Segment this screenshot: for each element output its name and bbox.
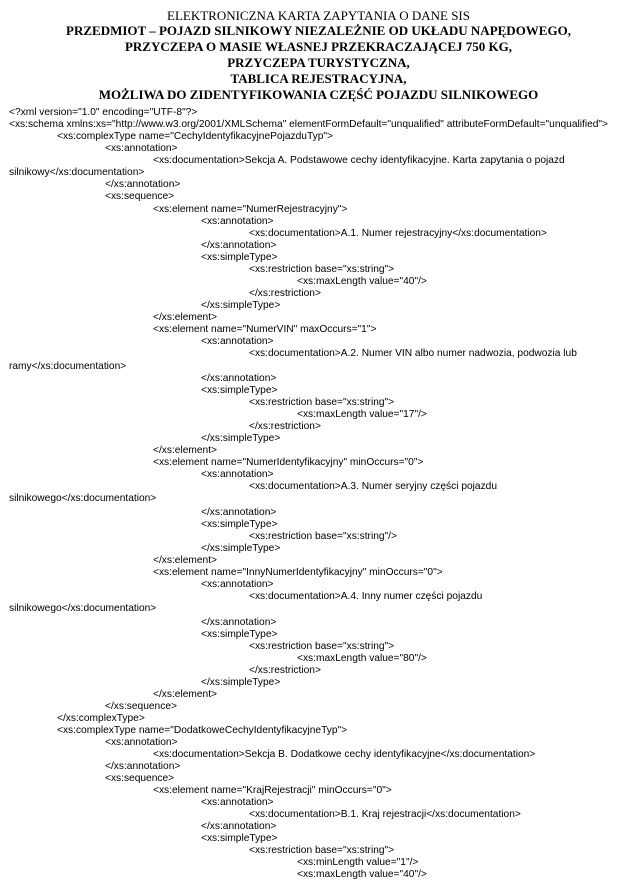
code-line: </xs:element> [153, 312, 217, 323]
document-header [0, 8, 637, 103]
header-line-2: PRZEDMIOT – POJAZD SILNIKOWY NIEZALEŻNIE OD UKŁADU NAPĘDOWEGO, [66, 23, 571, 38]
header-line-1: ELEKTRONICZNA KARTA ZAPYTANIA O DANE SIS [167, 8, 470, 23]
code-line: <xs:restriction base="xs:string"> [249, 641, 395, 652]
code-line: </xs:restriction> [249, 288, 321, 299]
code-line: <xs:maxLength value="80"/> [297, 653, 427, 664]
code-line: <xs:annotation> [105, 143, 178, 154]
code-line: <xs:documentation>A.2. Numer VIN albo numer nadwozia, podwozia lub [249, 348, 577, 359]
code-line: <xs:restriction base="xs:string"> [249, 845, 395, 856]
code-line: <xs:element name="NumerVIN" maxOccurs="1"> [153, 324, 377, 335]
code-line: <xs:schema xmlns:xs="http://www.w3.org/2001/XMLSchema" elementFormDefault="unqualified" attributeFormDefault="unqualified"> [9, 119, 608, 130]
code-line: </xs:simpleType> [201, 543, 281, 554]
code-line: <xs:maxLength value="17"/> [297, 409, 427, 420]
code-line: </xs:simpleType> [201, 677, 281, 688]
code-line: <xs:minLength value="1"/> [297, 857, 419, 868]
code-line: <xs:documentation>A.4. Inny numer części pojazdu [249, 591, 483, 602]
code-line: <xs:simpleType> [201, 519, 278, 530]
code-line: <xs:annotation> [201, 336, 274, 347]
code-line: <xs:simpleType> [201, 629, 278, 640]
code-line: <xs:annotation> [105, 737, 178, 748]
code-line: <xs:sequence> [105, 191, 175, 202]
code-line: <xs:simpleType> [201, 385, 278, 396]
code-line: </xs:element> [153, 555, 217, 566]
code-line: </xs:annotation> [201, 507, 277, 518]
code-line: <xs:sequence> [105, 773, 175, 784]
code-line: <xs:restriction base="xs:string"> [249, 264, 395, 275]
code-line: </xs:sequence> [105, 701, 177, 712]
code-line: </xs:annotation> [201, 617, 277, 628]
code-line: </xs:annotation> [201, 821, 277, 832]
code-line: </xs:annotation> [201, 240, 277, 251]
code-line: <xs:element name="KrajRejestracji" minOccurs="0"> [153, 785, 392, 796]
code-line: <xs:annotation> [201, 797, 274, 808]
code-line: <xs:restriction base="xs:string"> [249, 397, 395, 408]
header-line-4: PRZYCZEPA TURYSTYCZNA, [227, 55, 410, 70]
code-line: silnikowy</xs:documentation> [9, 167, 145, 178]
code-line: <xs:documentation>B.1. Kraj rejestracji</xs:documentation> [249, 809, 521, 820]
code-line: </xs:element> [153, 689, 217, 700]
code-line: <xs:element name="InnyNumerIdentyfikacyjny" minOccurs="0"> [153, 567, 443, 578]
code-line: <xs:restriction base="xs:string"/> [249, 531, 397, 542]
code-line: <xs:documentation>Sekcja B. Dodatkowe cechy identyfikacyjne</xs:documentation> [153, 749, 536, 760]
code-line: silnikowego</xs:documentation> [9, 603, 157, 614]
code-line: </xs:simpleType> [201, 300, 281, 311]
code-line: <xs:complexType name="DodatkoweCechyIdentyfikacyjneTyp"> [57, 725, 348, 736]
code-line: </xs:annotation> [201, 373, 277, 384]
code-line: <?xml version="1.0" encoding="UTF-8"?> [9, 107, 198, 118]
code-line: </xs:annotation> [105, 179, 181, 190]
code-line: </xs:simpleType> [201, 433, 281, 444]
code-line: <xs:element name="NumerRejestracyjny"> [153, 204, 348, 215]
code-line: <xs:complexType name="CechyIdentyfikacyjnePojazduTyp"> [57, 131, 333, 142]
code-line: <xs:maxLength value="40"/> [297, 276, 427, 287]
header-line-3: PRZYCZEPA O MASIE WŁASNEJ PRZEKRACZAJĄCEJ 750 KG, [124, 39, 513, 54]
code-line: <xs:annotation> [201, 216, 274, 227]
code-line: <xs:simpleType> [201, 252, 278, 263]
code-line: <xs:element name="NumerIdentyfikacyjny" minOccurs="0"> [153, 457, 424, 468]
code-line: <xs:annotation> [201, 469, 274, 480]
code-line: silnikowego</xs:documentation> [9, 493, 157, 504]
code-line: </xs:restriction> [249, 421, 321, 432]
header-line-5: TABLICA REJESTRACYJNA, [230, 71, 407, 86]
code-line: </xs:annotation> [105, 761, 181, 772]
code-line: ramy</xs:documentation> [9, 361, 127, 372]
header-line-6: MOŻLIWA DO ZIDENTYFIKOWANIA CZĘŚĆ POJAZDU SILNIKOWEGO [98, 87, 539, 102]
code-line: </xs:element> [153, 445, 217, 456]
code-line: <xs:documentation>A.3. Numer seryjny części pojazdu [249, 481, 498, 492]
code-line: <xs:documentation>Sekcja A. Podstawowe cechy identyfikacyjne. Karta zapytania o pojazd [153, 155, 565, 166]
code-line: <xs:documentation>A.1. Numer rejestracyjny</xs:documentation> [249, 228, 547, 239]
xml-schema-listing [0, 107, 637, 880]
code-line: <xs:annotation> [201, 579, 274, 590]
code-line: </xs:restriction> [249, 665, 321, 676]
code-line: <xs:maxLength value="40"/> [297, 869, 427, 880]
code-line: <xs:simpleType> [201, 833, 278, 844]
code-line: </xs:complexType> [57, 713, 145, 724]
